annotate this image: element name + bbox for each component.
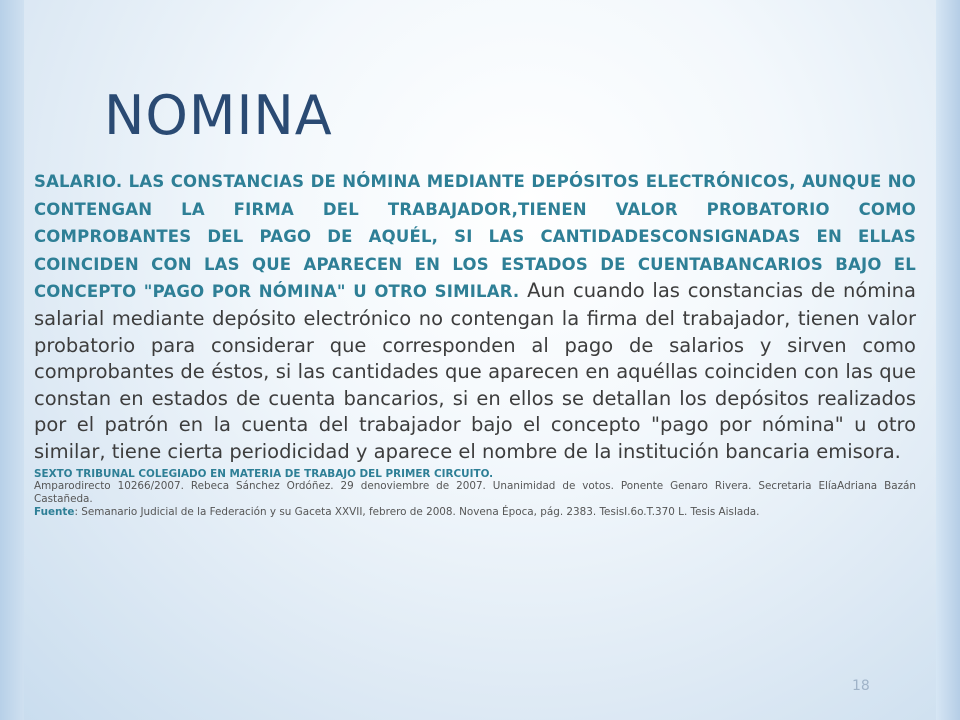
thesis-paragraph (34, 168, 916, 466)
slide-body (34, 168, 916, 519)
source-citation (34, 506, 916, 519)
thesis-heading: SALARIO. LAS CONSTANCIAS DE NÓMINA MEDIANTE DEPÓSITOS ELECTRÓNICOS, AUNQUE NO CONTENGAN LA FIRMA DEL TRABAJADOR,TIENEN VALOR PROBATORIO COMO COMPROBANTES DEL PAGO DE AQUÉL, SI LAS CANTIDADESCONSIGNADAS EN ELLAS COINCIDEN CON LAS QUE APARECEN EN LOS ESTADOS DE CUENTABANCARIOS BAJO EL CONCEPTO "PAGO POR NÓMINA" U OTRO SIMILAR. (34, 172, 916, 302)
court-name: SEXTO TRIBUNAL COLEGIADO EN MATERIA DE TRABAJO DEL PRIMER CIRCUITO. (34, 467, 494, 480)
right-decorative-band (936, 0, 960, 720)
source-text: : Semanario Judicial de la Federación y su Gaceta XXVII, febrero de 2008. Novena Época, pág. 2383. TesisI.6o.T.370 L. Tesis Aislada. (74, 505, 760, 518)
source-label: Fuente (34, 505, 75, 518)
left-decorative-band (0, 0, 24, 720)
slide-title: NOMINA (104, 84, 333, 147)
case-info: Amparodirecto 10266/2007. Rebeca Sánchez Ordóñez. 29 denoviembre de 2007. Unanimidad de votos. Ponente Genaro Rivera. Secretaria ElíaAdriana Bazán Castañeda. (34, 480, 916, 506)
page-number: 18 (852, 678, 870, 694)
thesis-text: Aun cuando las constancias de nómina salarial mediante depósito electrónico no contengan la firma del trabajador, tienen valor probatorio para considerar que corresponden al pago de salarios y sirven como comprobantes de éstos, si las cantidades que aparecen en aquéllas coinciden con las que constan en estados de cuenta bancarios, si en ellos se detallan los depósitos realizados por el patrón en la cuenta del trabajador bajo el concepto "pago por nómina" u otro similar, tiene cierta periodicidad y aparece el nombre de la institución bancaria emisora. (34, 279, 916, 463)
